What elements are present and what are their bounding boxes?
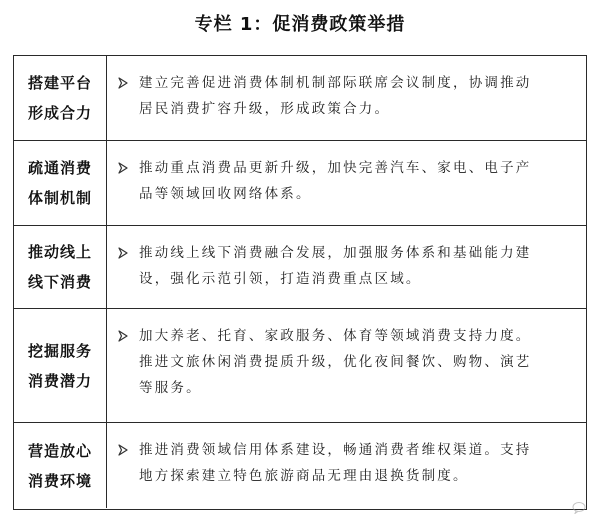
row-label-line: 消费潜力 (27, 371, 92, 390)
policy-table (13, 55, 587, 510)
row-content-line: 等服务。 (139, 380, 202, 396)
row-label-cell (14, 141, 107, 225)
row-content-line: 加大养老、托育、家政服务、体育等领域消费支持力度。 (139, 328, 532, 344)
row-content-line: 品等领域回收网络体系。 (139, 186, 312, 202)
row-content-line: 居民消费扩容升级，形成政策合力。 (139, 101, 391, 117)
row-label-line: 疏通消费 (27, 159, 92, 177)
row-label-line: 搭建平台 (27, 74, 92, 92)
row-content-line: 建立完善促进消费体制机制部际联席会议制度，协调推动 (139, 75, 532, 91)
row-content-cell (107, 423, 586, 508)
page-title: 专栏 1：促消费政策举措 (194, 14, 406, 35)
table-row (14, 226, 586, 309)
row-label-line: 线下消费 (27, 273, 92, 291)
row-content-line: 推动线上线下消费融合发展，加强服务体系和基础能力建 (139, 245, 532, 261)
row-label-line: 推动线上 (27, 243, 92, 261)
row-content-cell (107, 56, 586, 140)
row-label-cell (14, 423, 107, 508)
hollow-arrow-bullet-icon (117, 155, 135, 181)
table-row (14, 423, 586, 508)
row-label-line: 挖掘服务 (27, 341, 92, 360)
row-label-line: 营造放心 (27, 441, 92, 460)
row-label-line: 消费环境 (27, 471, 92, 490)
row-label-cell (14, 56, 107, 140)
row-content-cell (107, 226, 586, 308)
row-content-line: 设，强化示范引领，打造消费重点区域。 (139, 271, 422, 287)
table-row (14, 141, 586, 226)
row-label-cell (14, 309, 107, 422)
row-label-line: 形成合力 (27, 104, 92, 122)
hollow-arrow-bullet-icon (117, 437, 135, 463)
row-content-line: 推进文旅休闲消费提质升级，优化夜间餐饮、购物、演艺 (139, 354, 532, 370)
row-label-line: 体制机制 (27, 189, 92, 207)
row-content-line: 推进消费领域信用体系建设，畅通消费者维权渠道。支持 (139, 442, 532, 458)
row-content-cell (107, 141, 586, 225)
chat-bubble-icon (572, 499, 586, 518)
row-label-cell (14, 226, 107, 308)
row-content-line: 地方探索建立特色旅游商品无理由退换货制度。 (139, 468, 469, 484)
table-row (14, 309, 586, 423)
row-content-cell (107, 309, 586, 422)
hollow-arrow-bullet-icon (117, 240, 135, 266)
row-content-line: 推动重点消费品更新升级，加快完善汽车、家电、电子产 (139, 160, 532, 176)
table-row (14, 56, 586, 141)
watermark (572, 499, 586, 518)
hollow-arrow-bullet-icon (117, 70, 135, 96)
hollow-arrow-bullet-icon (117, 323, 135, 349)
